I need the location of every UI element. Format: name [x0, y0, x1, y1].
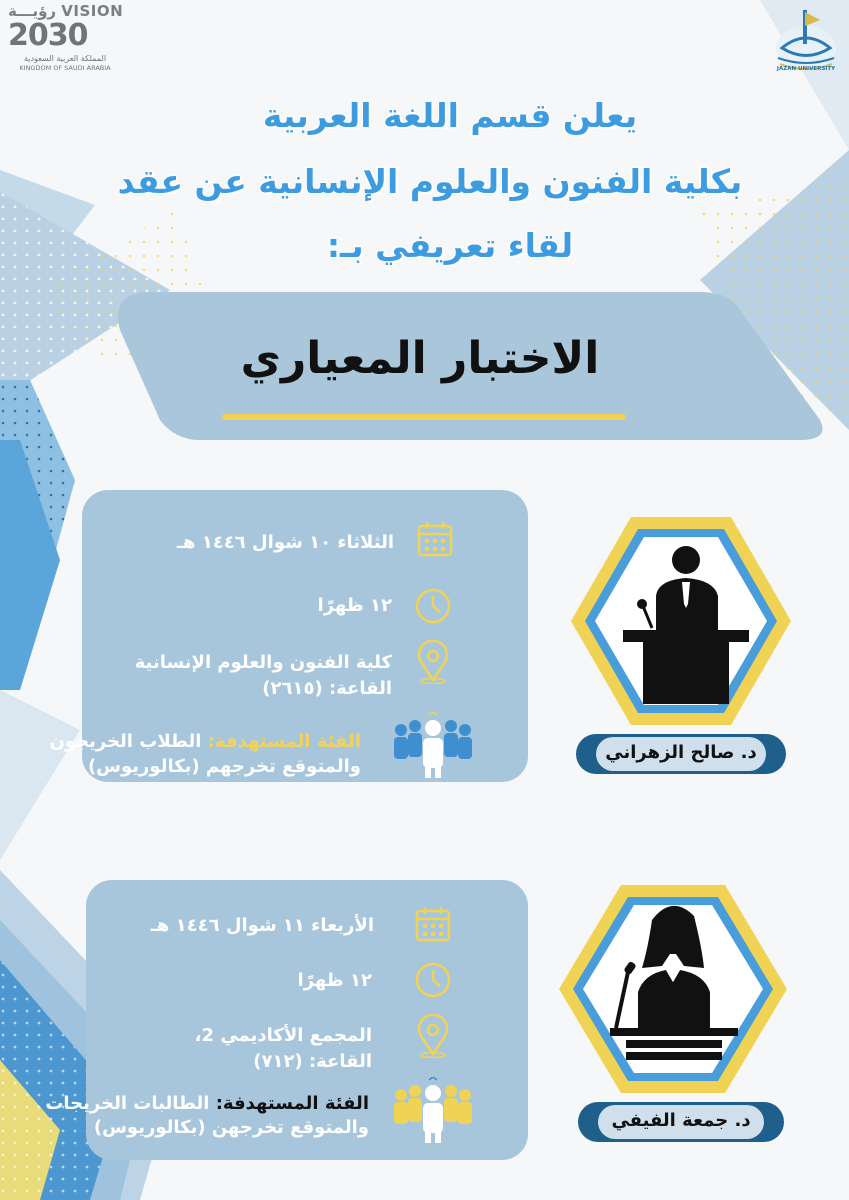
calendar-icon: [415, 519, 455, 559]
session-1-target-line-2: والمتوقع تخرجهم (بكالوريوس): [87, 756, 361, 777]
session-2-location-line-1: المجمع الأكاديمي 2،: [194, 1025, 372, 1046]
location-pin-icon: [413, 1014, 453, 1058]
headline-line-3: لقاء تعريفي بـ:: [326, 226, 574, 265]
vision-country-ar: المملكة العربية السعودية: [23, 54, 107, 63]
clock-icon: [413, 586, 453, 626]
speaker-1-name-pill: [576, 734, 786, 774]
location-pin-icon: [413, 640, 453, 684]
session-2-target-line-2: والمتوقع تخرجهن (بكالوريوس): [93, 1117, 369, 1138]
main-title: الاختبار المعياري: [240, 333, 600, 384]
session-2-location-line-2: القاعة: (٧١٢): [253, 1051, 372, 1072]
speaker-2-name: د. جمعة الفيفي: [611, 1110, 751, 1131]
session-1-date: الثلاثاء ١٠ شوال ١٤٤٦ هـ: [176, 532, 394, 553]
speaker-1-name: د. صالح الزهراني: [605, 742, 757, 763]
university-caption: JAZAN UNIVERSITY: [776, 66, 836, 72]
session-2-target: [45, 1093, 369, 1114]
calendar-icon: [413, 904, 453, 944]
audience-group-icon: [389, 712, 477, 780]
headline-line-2: بكلية الفنون والعلوم الإنسانية عن عقد: [117, 162, 743, 201]
target-value: الطلاب الخريجون: [49, 731, 202, 752]
target-label: الفئة المستهدفة:: [215, 1093, 369, 1114]
title-underline: [222, 414, 626, 420]
headline-line-1: يعلن قسم اللغة العربية: [262, 96, 638, 135]
session-2-time: ١٢ ظهرًا: [297, 970, 372, 991]
session-1-location-line-1: كلية الفنون والعلوم الإنسانية: [134, 652, 392, 673]
university-logo-icon: [768, 8, 844, 84]
speaker-2-name-pill: [578, 1102, 784, 1142]
session-1-location-line-2: القاعة: (٢٦١٥): [262, 678, 392, 699]
male-speaker-icon: [566, 512, 796, 730]
vision-year: 2030: [8, 18, 88, 53]
session-1-time: ١٢ ظهرًا: [317, 595, 392, 616]
clock-icon: [413, 960, 453, 1000]
vision-label: رؤيـــة VISION: [8, 2, 124, 20]
session-1-target: [49, 731, 361, 752]
audience-group-icon: [389, 1077, 477, 1145]
vision-2030-logo: [4, 2, 122, 72]
female-speaker-icon: [554, 880, 792, 1098]
session-2-date: الأربعاء ١١ شوال ١٤٤٦ هـ: [150, 915, 374, 936]
vision-country-en: KINGDOM OF SAUDI ARABIA: [19, 64, 111, 72]
target-value: الطالبات الخريجات: [45, 1093, 210, 1114]
target-label: الفئة المستهدفة:: [207, 731, 361, 752]
